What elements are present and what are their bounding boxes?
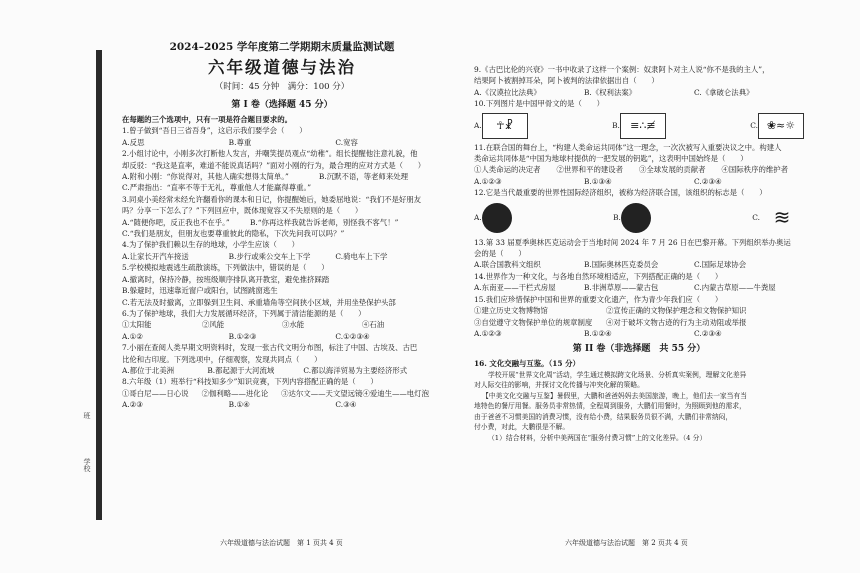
item: ①哥白尼——日心说	[122, 388, 189, 398]
option: C.内蒙古草原——牛粪屋	[694, 283, 776, 293]
option: C.国际足球协会	[694, 260, 747, 270]
q2-stem-cont: 却反驳：“我这是直率，难道不能说真话吗？”面对小刚的行为，最合理的应对方式是（ ）	[122, 160, 426, 170]
q10-stem: 10.下列图片是中国甲骨文的是（ ）	[474, 99, 605, 109]
option: A.《汉谟拉比法典》	[474, 87, 541, 97]
q8-items	[122, 388, 442, 399]
exam-title: 2024–2025 学年度第二学期期末质量监测试题	[169, 41, 395, 53]
item: ④对于破坏文物古迹的行为主动劝阻或举报	[606, 317, 747, 327]
q6-items	[122, 319, 442, 330]
item: ①人类命运的决定者	[474, 165, 541, 175]
binding-label-class: 班	[83, 412, 91, 419]
q6-stem: 6.为了保护地球，我们大力发展循环经济，下列属于清洁能源的是（ ）	[122, 308, 366, 318]
option: A.东南亚——干栏式房屋	[474, 283, 556, 293]
q13-stem: 13.第 33 届夏季奥林匹克运动会于当地时间 2024 年 7 月 26 日在巴黎开幕。下列组织举办奥运	[474, 237, 791, 247]
option: A.②③	[122, 400, 143, 410]
q16-title: 16. 文化交融与互鉴。（15 分）	[474, 359, 580, 369]
option: A.反思	[122, 137, 145, 147]
option: B.①②③	[228, 331, 257, 341]
option: B.非洲草原——蒙古包	[584, 283, 659, 293]
option: A.①②	[122, 331, 143, 341]
q11-items	[474, 164, 804, 175]
q16-line: 对人际交往的影响，并探讨文化传播与冲突化解的策略。	[474, 381, 644, 390]
option: C.“我们是朋友，但朋友也要尊重彼此的隐私，下次先问我可以吗？”	[122, 229, 345, 239]
q10-image-options	[474, 112, 804, 140]
option: A.都位于北美洲	[122, 365, 175, 375]
option: A.附和小刚：“你说得对，其他人确实想得太简单。”	[122, 172, 289, 182]
q16-line: 学校开展“世界文化周”活动，学生通过模拟跨文化场景、分析真实案例，理解文化差异	[488, 370, 747, 379]
item: ④石油	[362, 320, 385, 330]
option-b: B. ≡∴≢	[612, 113, 666, 139]
option: B.都起源于大河流域	[207, 365, 275, 375]
item: ③达尔文——天文望远镜	[281, 388, 363, 398]
option-a: A.	[474, 203, 512, 233]
option: A.撤离时，保持冷静，按班级顺序排队离开教室，避免推挤踩踏	[122, 274, 330, 284]
page-1-footer: 六年级道德与法治试题 第 1 页共 4 页	[220, 539, 343, 547]
option: B.沉默不语，等老师来处理	[318, 172, 409, 182]
q13-stem-cont: 会的是（ ）	[474, 249, 526, 259]
option: C.①②③④	[335, 331, 370, 341]
q14-stem: 14.世界作为一种文化，与各地自然环境相适应，下列搭配正确的是（ ）	[474, 271, 723, 281]
q1-options	[122, 137, 442, 148]
asean-logo-image	[621, 203, 651, 233]
q16-material-line: 地特色的餐厅用餐。服务员非常热情，全程周到服务，大鹏们用餐时，为照顾到他的需求，	[474, 402, 746, 411]
option-c: C. ❀≈☼	[750, 113, 804, 139]
item: ④爱迪生——电灯泡	[362, 388, 429, 398]
q8-stem: 8.六年级（1）班举行“科技知多少”知识竞赛，下列内容搭配正确的是（ ）	[122, 377, 378, 387]
q9-stem: 9.《古巴比伦的兴衰》一书中收录了这样一个案例：奴隶阿卜对主人说“你不是我的主人”，	[474, 65, 770, 74]
q11-options	[474, 176, 804, 187]
item: ④国际秩序的维护者	[721, 165, 789, 175]
item: ③水能	[282, 320, 305, 330]
q3-stem-cont: 吗？分享一下怎么了？”下列回应中，既体现宽容又不失原则的是（ ）	[122, 206, 363, 216]
cuneiform-image: ≡∴≢	[620, 113, 666, 139]
option: B.步行或乘公交车上下学	[228, 251, 311, 261]
q4-stem: 4.为了保护我们赖以生存的地球，小学生应该（ ）	[122, 240, 300, 250]
option-c: C. ≋	[752, 206, 804, 230]
option: B.“你再这样我就告诉老师，别怪我不客气！”	[250, 217, 399, 227]
un-logo-image	[482, 203, 512, 233]
option: A.①②③	[474, 176, 502, 186]
q12-logo-options	[474, 200, 804, 236]
item: ③自觉遵守文物保护单位的规章制度	[474, 317, 593, 327]
q7-stem: 7.小丽在查阅人类早期文明资料时，发现一张古代文明分布图，标注了中国、古埃及、古巴	[122, 343, 418, 353]
option: C.②③④	[694, 328, 722, 338]
q16-subquestion: （1）结合材料，分析中美两国在“服务付费习惯”上的文化差异。（4 分）	[488, 433, 707, 442]
q3-stem: 3.同桌小美经常未经允许翻看你的课本和日记，你提醒她后，她委屈地说：“我们不是好朋友	[122, 194, 422, 204]
binding-line	[96, 50, 102, 520]
page-2	[474, 64, 804, 443]
q9-stem-cont: 结果阿卜被割掉耳朵，阿卜被判的法律依据出自（ ）	[474, 76, 659, 86]
exam-subject: 六年级道德与法治	[208, 58, 356, 77]
q1-stem: 1.曾子做到“吾日三省吾身”，这启示我们要学会（ ）	[122, 126, 307, 136]
q8-options	[122, 399, 442, 410]
binding-label-school: 学校	[83, 458, 91, 472]
page-1	[122, 40, 442, 411]
page-2-footer: 六年级道德与法治试题 第 2 页共 4 页	[565, 539, 688, 547]
q6-options	[122, 331, 442, 342]
q14-options	[474, 282, 804, 293]
option: A.让家长开汽车接送	[122, 251, 189, 261]
option: A.①②③	[474, 328, 502, 338]
option: C.若无法及时撤离，立即躲到卫生间、承重墙角等空间狭小区域，并用坐垫保护头部	[122, 297, 396, 307]
option: B.尊重	[228, 137, 252, 147]
q7-stem-cont: 比伦和古印度。下列选项中，仔细观察，发现共同点（ ）	[122, 354, 322, 364]
option: A.“随便你吧，反正我也不在乎。”	[122, 217, 230, 227]
option: C.骑电车上下学	[335, 251, 388, 261]
q2-options	[122, 171, 442, 182]
item: ①建立历史文物博物馆	[474, 306, 548, 316]
q2-stem: 2.小组讨论中，小刚多次打断他人发言，并嘲笑提员观点“幼稚”。组长提醒他注意礼貌，他	[122, 149, 418, 159]
q11-stem: 11.在联合国的舞台上，“构建人类命运共同体”这一理念，一次次被写入重要决议之中。构建人	[474, 142, 782, 152]
q12-stem: 12.它是当代最重要的世界性国际经济组织，被称为经济联合国，该组织的标志是（ ）	[474, 188, 767, 198]
q5-stem: 5.学校模拟地震逃生疏散演练，下列做法中，错误的是（ ）	[122, 263, 329, 273]
section-2-title: 第 II 卷（非选择题 共 55 分）	[572, 344, 706, 355]
option: B.①④	[228, 400, 250, 410]
option: C.②③④	[694, 176, 722, 186]
option: A.联合国教科文组织	[474, 260, 541, 270]
option: C.宽容	[335, 137, 358, 147]
q15-items-2	[474, 317, 804, 328]
q4-options	[122, 251, 442, 262]
oracle-bone-script-image: ☥☧	[482, 113, 528, 139]
section-1-title: 第 I 卷（选择题 45 分）	[231, 100, 333, 110]
option: B.①②④	[584, 328, 612, 338]
item: ②风能	[202, 320, 225, 330]
instruction: 在每题的三个选项中，只有一项是符合题目要求的。	[122, 115, 292, 124]
hieroglyph-image: ❀≈☼	[758, 113, 804, 139]
q13-options	[474, 259, 804, 270]
option: C.③④	[335, 400, 357, 410]
q16-material-line: 付小费，对此，大鹏很是不解。	[474, 423, 570, 432]
option: C.严肃指出：“直率不等于无礼，尊重他人才能赢得尊重。”	[122, 183, 311, 193]
q16-body	[474, 370, 804, 444]
option: B.躲避时，迅速靠近窗户或阳台，试图跳窗逃生	[122, 286, 278, 296]
q3-options	[122, 217, 442, 228]
option: B.国际奥林匹克委员会	[584, 260, 659, 270]
option: B.①③④	[584, 176, 612, 186]
wto-logo-image: ≋	[773, 204, 791, 229]
option-b: B.	[613, 203, 651, 233]
item: ②伽利略——进化论	[201, 388, 269, 398]
item: ③全球发展的贡献者	[639, 165, 706, 175]
option-a: A. ☥☧	[474, 113, 528, 139]
q16-material-line: 【中美文化交融与互鉴】暑假里，大鹏和爸爸妈妈去美国旅游，晚上，他们去一家当有当	[482, 391, 748, 400]
option: B.《权利法案》	[584, 87, 637, 97]
q15-stem: 15.我们应珍惜保护中国和世界的重要文化遗产，作为青少年我们应（ ）	[474, 294, 723, 304]
option: C.《拿破仑法典》	[694, 87, 754, 97]
item: ①太阳能	[122, 320, 152, 330]
q16-material-line: 由于爸爸不习惯美国的消费习惯，没有给小费，结果服务员很不满，大鹏们非常纳闷，	[474, 412, 733, 421]
q9-options	[474, 87, 804, 98]
exam-time: （时间：45 分钟 满分：100 分）	[214, 82, 350, 92]
item: ②宣传正确的文物保护理念和文物保护知识	[606, 306, 747, 316]
q7-options	[122, 365, 442, 376]
option: C.都以海洋贸易为主要经济形式	[303, 365, 408, 375]
q15-items-1	[474, 305, 804, 316]
item: ②世界和平的建设者	[556, 165, 624, 175]
q15-options	[474, 328, 804, 339]
q11-stem-cont: 类命运共同体是“中国为地球村提供的一把发展的钥匙”，这表明中国始终是（ ）	[474, 154, 748, 164]
